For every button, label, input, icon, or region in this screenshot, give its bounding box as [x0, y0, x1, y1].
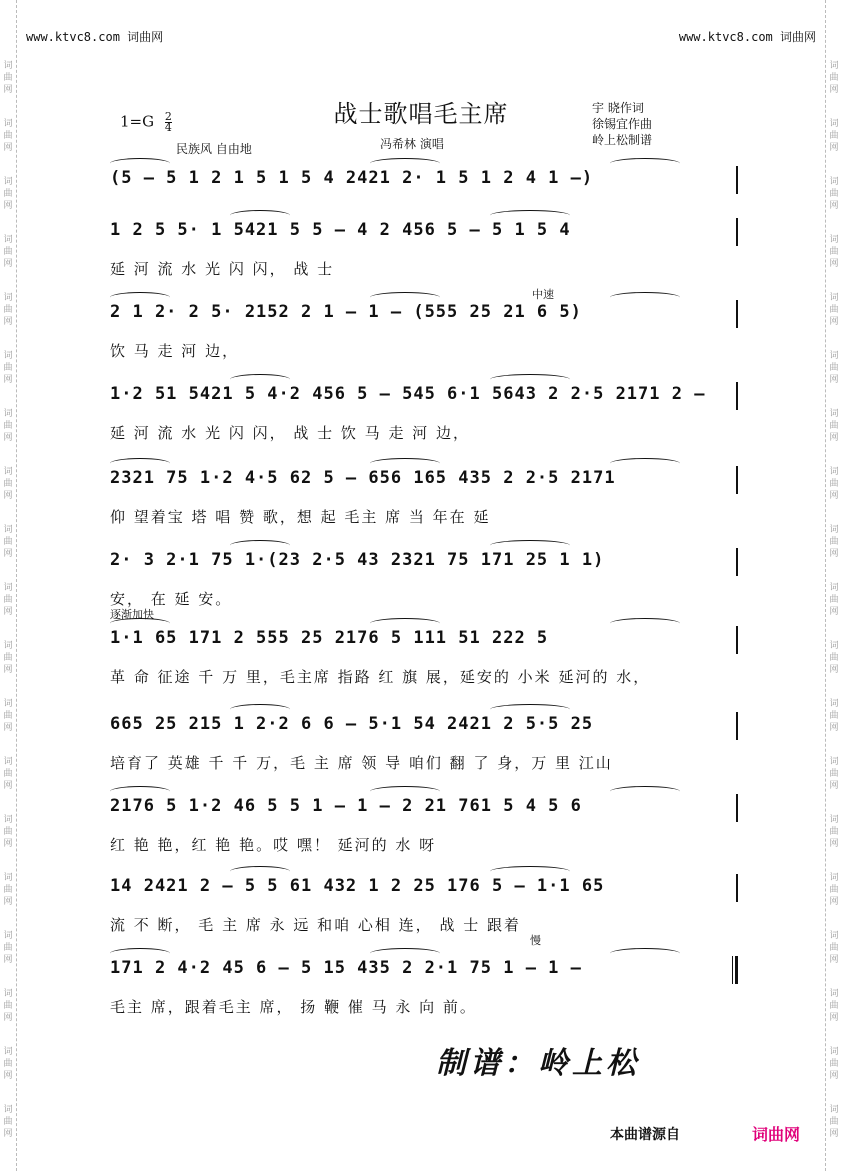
side-watermark: 词 曲 网: [3, 61, 13, 95]
lyrics-line: 流 不 断， 毛 主 席 永 远 和咱 心相 连， 战 士 跟着: [110, 916, 521, 934]
side-watermark: 词 曲 网: [829, 815, 839, 849]
style-mark: 民族风 自由地: [176, 142, 252, 156]
slur-arc: [230, 704, 290, 715]
slur-arc: [490, 540, 570, 551]
transcriber-signature: 制谱：岭上松: [436, 1046, 640, 1081]
credits: [592, 100, 652, 148]
slur-arc: [110, 292, 170, 303]
tempo-mark-slow: 慢: [530, 934, 541, 947]
lyrics-line: 延 河 流 水 光 闪 闪， 战 士 饮 马 走 河 边，: [110, 424, 470, 442]
slur-arc: [230, 866, 290, 877]
notes-line: 171 2 4·2 45 6 – 5 15 435 2 2·1 75 1 – 1 –: [110, 958, 582, 978]
side-watermark: 词 曲 网: [3, 699, 13, 733]
lyrics-line: 红 艳 艳，红 艳 艳。哎 嘿！ 延河的 水 呀: [110, 836, 437, 854]
slur-arc: [370, 292, 440, 303]
time-signature: [165, 112, 172, 133]
slur-arc: [490, 210, 570, 221]
side-watermark: 词 曲 网: [829, 1047, 839, 1081]
notes-line: 1·2 51 5421 5 4·2 456 5 – 545 6·1 5643 2 2·5 2171 2 –: [110, 384, 706, 404]
lyrics-line: 培育了 英雄 千 千 万，毛 主 席 领 导 咱们 翻 了 身，万 里 江山: [110, 754, 613, 772]
slur-arc: [110, 618, 170, 629]
barline: [736, 466, 738, 494]
side-watermark: 词 曲 网: [829, 1105, 839, 1139]
slur-arc: [490, 374, 570, 385]
notes-line: 2321 75 1·2 4·5 62 5 – 656 165 435 2 2·5 2171: [110, 468, 616, 488]
notes-line: 665 25 215 1 2·2 6 6 – 5·1 54 2421 2 5·5 25: [110, 714, 594, 734]
side-watermark: 词 曲 网: [829, 293, 839, 327]
lyrics-line: 毛主 席，跟着毛主 席， 扬 鞭 催 马 永 向 前。: [110, 998, 477, 1016]
slur-arc: [230, 374, 290, 385]
time-bottom: 4: [164, 121, 172, 134]
slur-arc: [230, 210, 290, 221]
slur-arc: [610, 618, 680, 629]
lyrics-line: 仰 望着宝 塔 唱 赞 歌，想 起 毛主 席 当 年在 延: [110, 508, 491, 526]
slur-arc: [370, 948, 440, 959]
slur-arc: [110, 158, 170, 169]
site-watermark-left: www.ktvc8.com 词曲网: [26, 30, 164, 44]
song-title: 战士歌唱毛主席: [333, 100, 509, 128]
notes-line: 2 1 2· 2 5· 2152 2 1 – 1 – (555 25 21 6 5): [110, 302, 582, 322]
key-label: 1=G: [120, 112, 155, 131]
side-watermark: 词 曲 网: [829, 351, 839, 385]
side-watermark: 词 曲 网: [3, 873, 13, 907]
transcriber: 岭上松制谱: [592, 133, 653, 147]
barline: [736, 218, 738, 246]
slur-arc: [490, 866, 570, 877]
tempo-mark-accelerando: 逐渐加快: [110, 608, 154, 621]
side-watermark: 词 曲 网: [829, 467, 839, 501]
side-watermark: 词 曲 网: [3, 815, 13, 849]
side-watermark: 词 曲 网: [3, 989, 13, 1023]
side-watermark: 词 曲 网: [829, 61, 839, 95]
lyrics-line: 延 河 流 水 光 闪 闪， 战 士: [110, 260, 335, 278]
side-watermark: 词 曲 网: [3, 119, 13, 153]
side-watermark: 词 曲 网: [829, 699, 839, 733]
barline: [736, 712, 738, 740]
site-watermark-right: www.ktvc8.com 词曲网: [678, 30, 816, 44]
side-watermark: 词 曲 网: [3, 293, 13, 327]
lyrics-line: 饮 马 走 河 边，: [110, 342, 240, 360]
slur-arc: [370, 158, 440, 169]
notes-line: 1 2 5 5· 1 5421 5 5 – 4 2 456 5 – 5 1 5 4: [110, 220, 571, 240]
side-watermark: 词 曲 网: [3, 583, 13, 617]
side-watermark: 词 曲 网: [829, 757, 839, 791]
side-watermark: 词 曲 网: [3, 409, 13, 443]
barline: [736, 794, 738, 822]
lyrics-line: 革 命 征途 千 万 里，毛主席 指路 红 旗 展，延安的 小米 延河的 水，: [110, 668, 651, 686]
side-watermark: 词 曲 网: [829, 235, 839, 269]
side-watermark: 词 曲 网: [3, 1047, 13, 1081]
lyrics-line: 安， 在 延 安。: [110, 590, 233, 608]
notes-line: 2· 3 2·1 75 1·(23 2·5 43 2321 75 171 25 1 1): [110, 550, 605, 570]
key-signature: [120, 112, 172, 133]
slur-arc: [370, 458, 440, 469]
side-watermark: 词 曲 网: [3, 641, 13, 675]
side-watermark: 词 曲 网: [3, 757, 13, 791]
barline: [736, 874, 738, 902]
side-watermark: 词 曲 网: [829, 119, 839, 153]
barline: [736, 548, 738, 576]
source-logo: 词曲网: [752, 1125, 801, 1144]
side-watermark: 词 曲 网: [829, 177, 839, 211]
side-watermark: 词 曲 网: [829, 873, 839, 907]
barline: [736, 166, 738, 194]
tempo-mark-medium: 中速: [532, 288, 554, 301]
side-watermark: 词 曲 网: [829, 641, 839, 675]
notes-line: 1·1 65 171 2 555 25 2176 5 111 51 222 5: [110, 628, 549, 648]
notes-line: 14 2421 2 – 5 5 61 432 1 2 25 176 5 – 1·1 65: [110, 876, 605, 896]
final-barline: [732, 956, 738, 984]
slur-arc: [610, 458, 680, 469]
lyricist: 宇 晓作词: [592, 101, 644, 115]
side-watermark: 词 曲 网: [3, 525, 13, 559]
performer: 冯希林 演唱: [380, 137, 444, 151]
slur-arc: [110, 948, 170, 959]
side-watermark: 词 曲 网: [3, 467, 13, 501]
side-watermark: 词 曲 网: [829, 583, 839, 617]
side-watermark: 词 曲 网: [3, 235, 13, 269]
slur-arc: [610, 158, 680, 169]
slur-arc: [110, 458, 170, 469]
side-watermark: 词 曲 网: [829, 409, 839, 443]
side-watermark: 词 曲 网: [829, 989, 839, 1023]
side-watermark: 词 曲 网: [3, 177, 13, 211]
side-watermark: 词 曲 网: [3, 931, 13, 965]
notes-line: 2176 5 1·2 46 5 5 1 – 1 – 2 21 761 5 4 5 6: [110, 796, 582, 816]
side-watermark: 词 曲 网: [3, 351, 13, 385]
side-watermark: 词 曲 网: [829, 931, 839, 965]
slur-arc: [490, 704, 570, 715]
side-watermark: 词 曲 网: [3, 1105, 13, 1139]
slur-arc: [110, 786, 170, 797]
slur-arc: [230, 540, 290, 551]
side-watermark: 词 曲 网: [829, 525, 839, 559]
source-label: 本曲谱源自: [610, 1127, 680, 1143]
composer: 徐锡宜作曲: [592, 117, 653, 131]
slur-arc: [370, 618, 440, 629]
slur-arc: [610, 786, 680, 797]
notes-line: (5 – 5 1 2 1 5 1 5 4 2421 2· 1 5 1 2 4 1 –): [110, 168, 594, 188]
slur-arc: [610, 292, 680, 303]
slur-arc: [370, 786, 440, 797]
barline: [736, 626, 738, 654]
time-top: 2: [164, 110, 172, 123]
slur-arc: [610, 948, 680, 959]
barline: [736, 382, 738, 410]
barline: [736, 300, 738, 328]
